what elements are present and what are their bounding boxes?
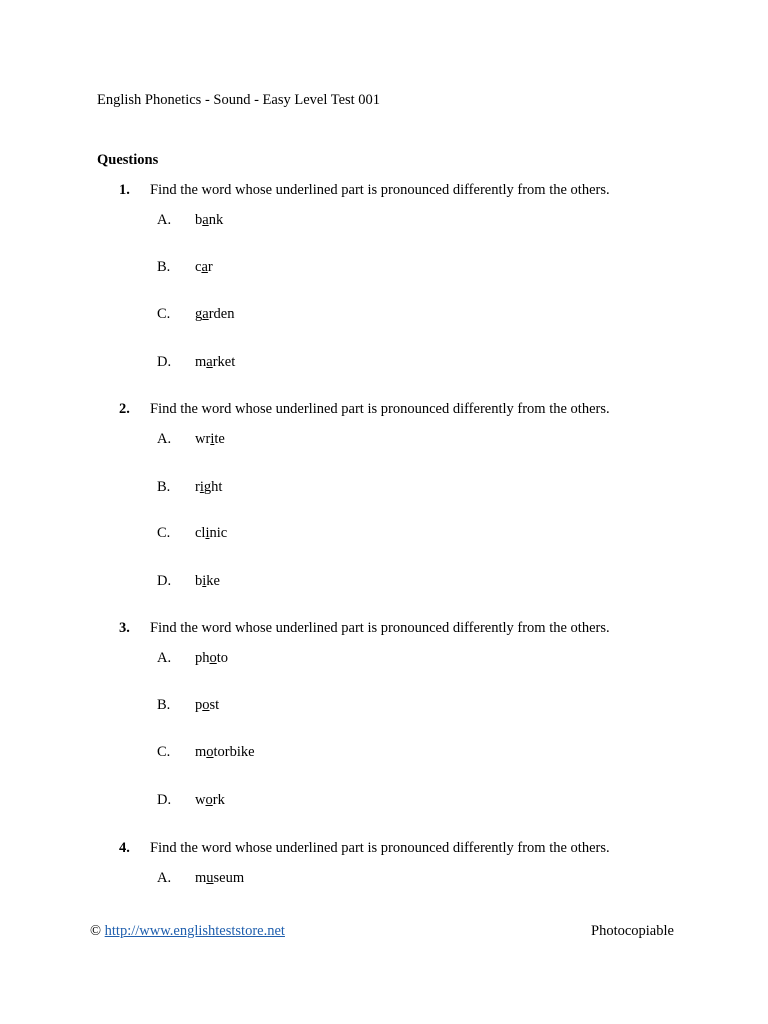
option-letter: D. xyxy=(157,573,172,589)
option-letter: D. xyxy=(157,792,172,808)
underlined-part: a xyxy=(201,259,208,275)
question-text: Find the word whose underlined part is pronounced differently from the others. xyxy=(150,182,610,198)
option-letter: C. xyxy=(157,525,171,541)
option-word: garden xyxy=(195,306,235,322)
option-letter: C. xyxy=(157,306,171,322)
underlined-part: o xyxy=(206,744,214,760)
option-letter: B. xyxy=(157,479,171,495)
underlined-part: i xyxy=(205,525,210,541)
underlined-part: o xyxy=(202,697,210,713)
question-text: Find the word whose underlined part is pronounced differently from the others. xyxy=(150,840,610,856)
section-heading: Questions xyxy=(97,152,159,168)
option-word: post xyxy=(195,697,220,713)
option-letter: A. xyxy=(157,870,172,886)
option-word: clinic xyxy=(195,525,228,541)
question-number: 2. xyxy=(119,401,130,417)
question-text: Find the word whose underlined part is pronounced differently from the others. xyxy=(150,620,610,636)
footer-photocopiable: Photocopiable xyxy=(591,923,674,939)
question-number: 4. xyxy=(119,840,130,856)
option-letter: A. xyxy=(157,431,172,447)
underlined-part: u xyxy=(206,870,214,886)
underlined-part: a xyxy=(202,212,209,228)
copyright-symbol: © xyxy=(90,923,102,939)
underlined-part: i xyxy=(202,573,207,589)
underlined-part: o xyxy=(209,650,217,666)
website-link[interactable]: http://www.englishteststore.net xyxy=(104,923,285,939)
underlined-part: a xyxy=(206,354,213,370)
option-word: market xyxy=(195,354,236,370)
option-word: bank xyxy=(195,212,224,228)
underlined-part: a xyxy=(202,306,209,322)
option-letter: A. xyxy=(157,212,172,228)
option-word: write xyxy=(195,431,225,447)
option-letter: D. xyxy=(157,354,172,370)
option-word: motorbike xyxy=(195,744,255,760)
question-number: 3. xyxy=(119,620,130,636)
underlined-part: i xyxy=(199,479,204,495)
question-number: 1. xyxy=(119,182,130,198)
question-text: Find the word whose underlined part is pronounced differently from the others. xyxy=(150,401,610,417)
underlined-part: i xyxy=(210,431,215,447)
option-word: work xyxy=(195,792,225,808)
option-letter: B. xyxy=(157,259,171,275)
page-title: English Phonetics - Sound - Easy Level Test 001 xyxy=(97,92,381,108)
footer-copyright xyxy=(90,923,285,940)
option-word: right xyxy=(195,479,223,495)
option-letter: B. xyxy=(157,697,171,713)
underlined-part: o xyxy=(205,792,213,808)
option-word: car xyxy=(195,259,213,275)
option-word: museum xyxy=(195,870,245,886)
option-letter: C. xyxy=(157,744,171,760)
option-word: photo xyxy=(195,650,229,666)
option-letter: A. xyxy=(157,650,172,666)
option-word: bike xyxy=(195,573,220,589)
